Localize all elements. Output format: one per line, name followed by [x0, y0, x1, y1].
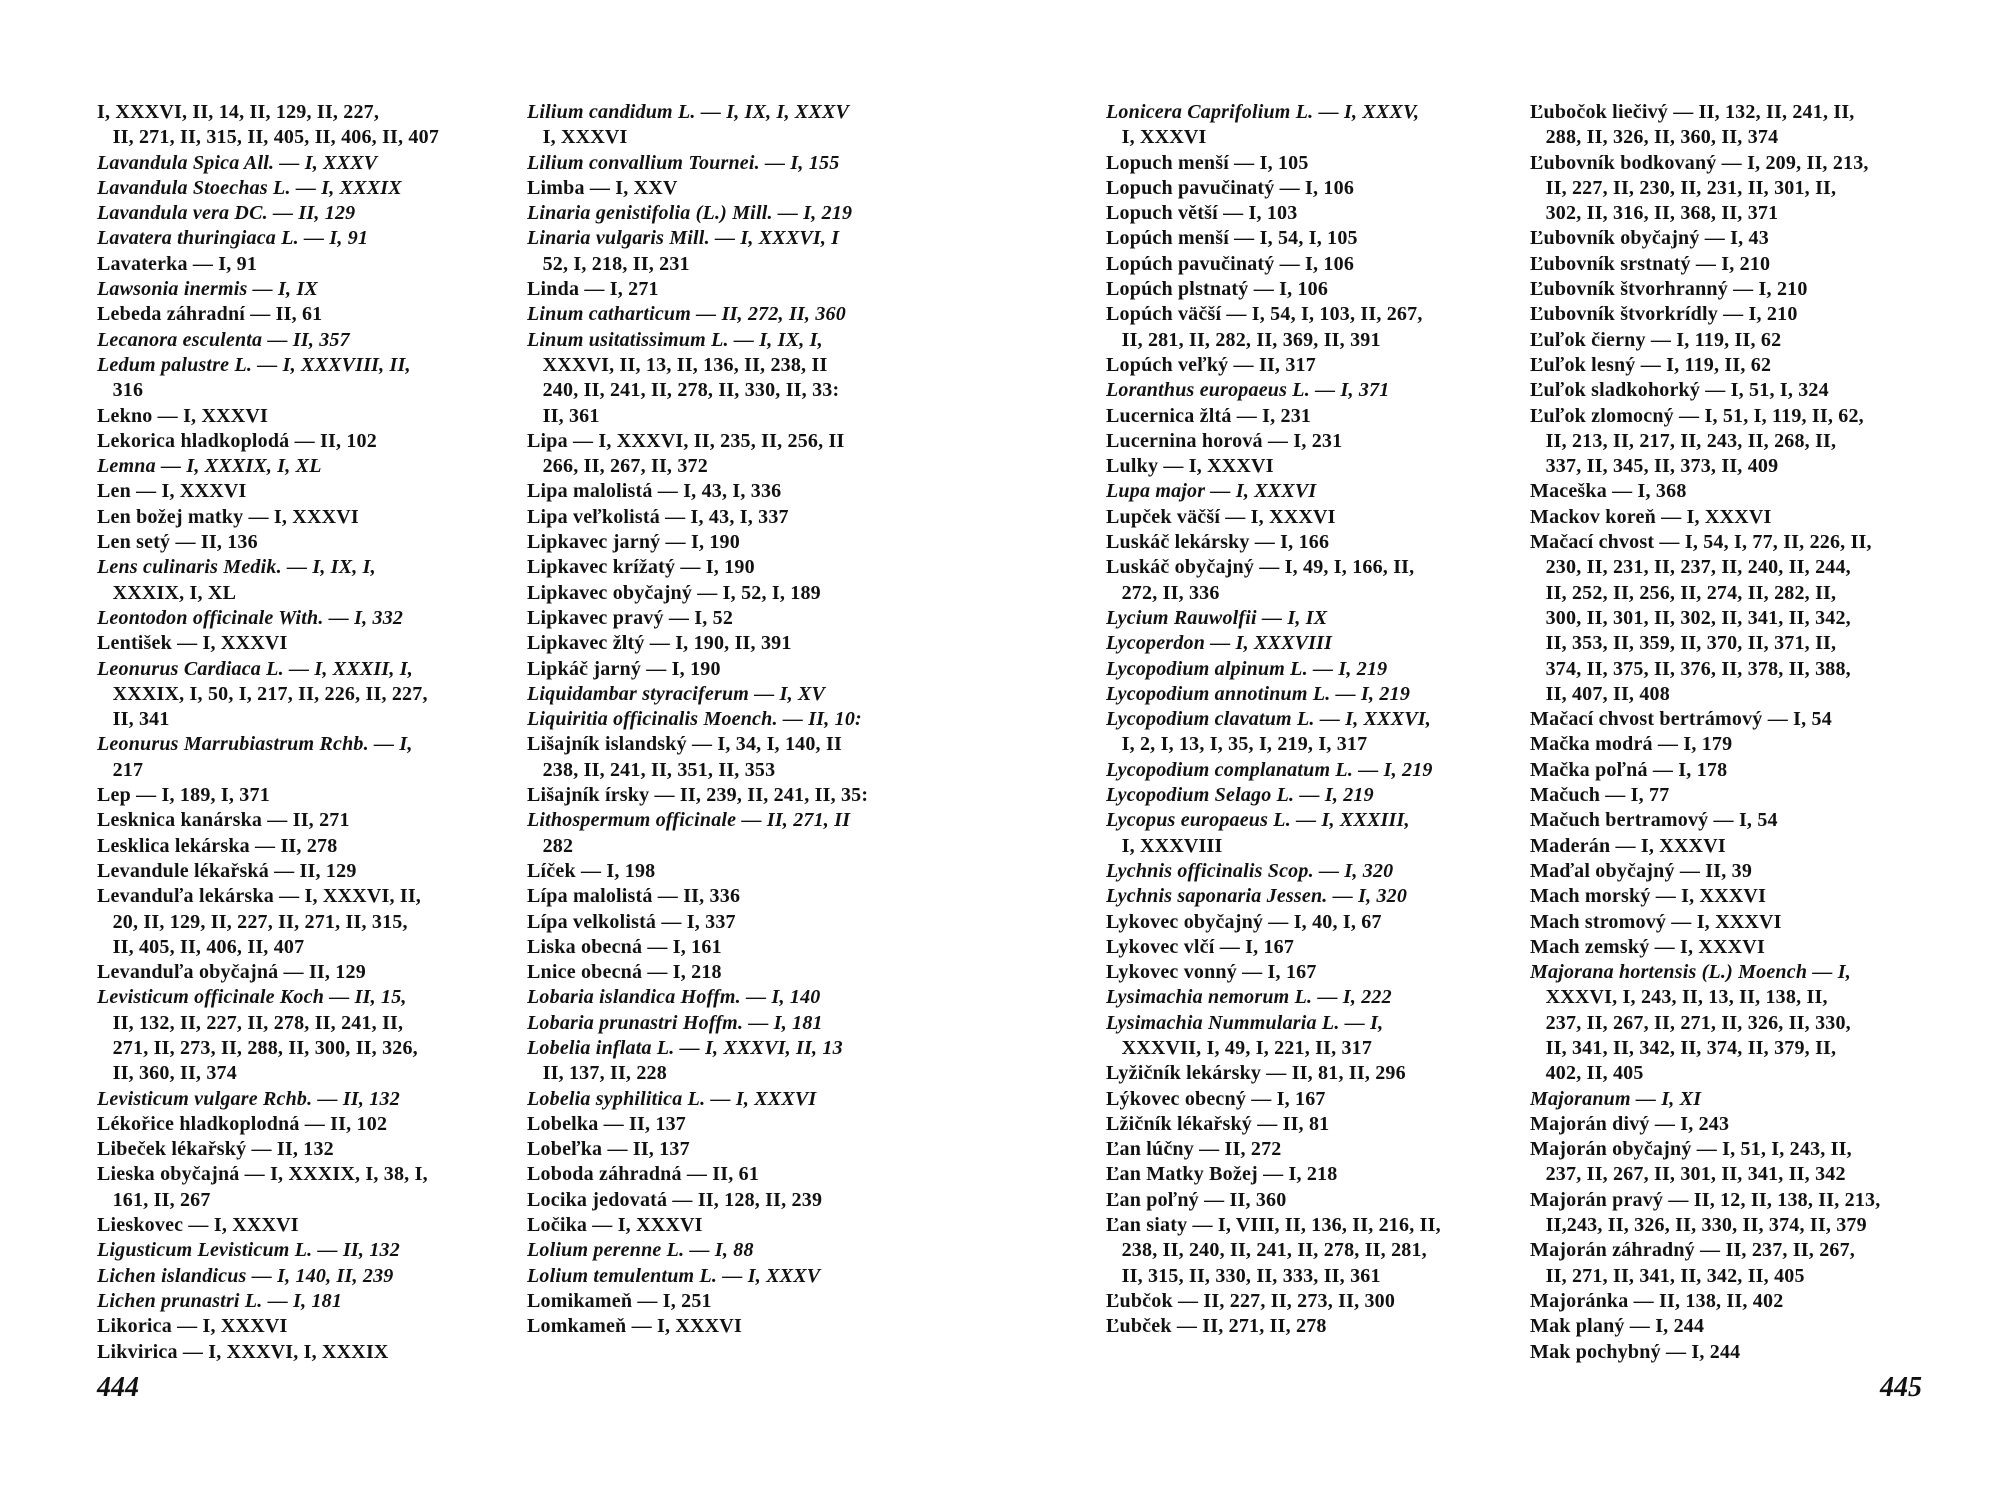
index-entry: Lyžičník lekársky — II, 81, II, 296 [1106, 1062, 1406, 1085]
index-entry: II, 271, II, 341, II, 342, II, 405 [1530, 1264, 1805, 1287]
index-entry: II, 405, II, 406, II, 407 [97, 935, 305, 958]
index-entry: 238, II, 240, II, 241, II, 278, II, 281, [1106, 1239, 1427, 1262]
index-entry: Lawsonia inermis — I, IX [97, 278, 318, 301]
index-entry: Lykovec vlčí — I, 167 [1106, 935, 1295, 958]
index-entry: II, 361 [527, 404, 600, 427]
index-entry: Locika jedovatá — II, 128, II, 239 [527, 1188, 823, 1211]
index-entry: Ločika — I, XXXVI [527, 1214, 703, 1237]
index-entry: 52, I, 218, II, 231 [527, 252, 690, 275]
index-entry: XXXVI, I, 243, II, 13, II, 138, II, [1530, 986, 1828, 1009]
index-entry: Lilium convallium Tournei. — I, 155 [527, 151, 840, 174]
right-page [1008, 0, 2016, 1500]
index-entry: Liska obecná — I, 161 [527, 935, 722, 958]
index-entry: II, 341 [97, 708, 170, 731]
index-entry: Lipa — I, XXXVI, II, 235, II, 256, II [527, 429, 845, 452]
index-entry: Mach morský — I, XXXVI [1530, 885, 1767, 908]
index-entry: II, 315, II, 330, II, 333, II, 361 [1106, 1264, 1381, 1287]
index-entry: Lycopodium complanatum L. — I, 219 [1106, 758, 1433, 781]
index-entry: Lipkavec jarný — I, 190 [527, 531, 740, 554]
index-entry: Lonicera Caprifolium L. — I, XXXV, [1106, 101, 1420, 123]
index-entry: 316 [97, 379, 144, 402]
index-entry: Mačka poľná — I, 178 [1530, 758, 1728, 781]
index-entry: Líček — I, 198 [527, 859, 656, 882]
index-entry: Majorán obyčajný — I, 51, I, 243, II, [1530, 1138, 1852, 1161]
index-entry: Mach zemský — I, XXXVI [1530, 935, 1765, 958]
index-entry: Lucernica žltá — I, 231 [1106, 404, 1312, 427]
index-entry: Lilium candidum L. — I, IX, I, XXXV [527, 101, 850, 123]
index-entry: Limba — I, XXV [527, 176, 678, 199]
index-entry: 271, II, 273, II, 288, II, 300, II, 326, [97, 1036, 418, 1059]
index-entry: Ľubčok — II, 227, II, 273, II, 300 [1106, 1289, 1396, 1312]
index-entry: Ľubček — II, 271, II, 278 [1106, 1315, 1327, 1338]
index-entry: Len setý — II, 136 [97, 531, 258, 554]
index-entry: II, 353, II, 359, II, 370, II, 371, II, [1530, 632, 1837, 655]
index-entry: Ľuľok zlomocný — I, 51, I, 119, II, 62, [1530, 404, 1864, 427]
index-entry: Mačací chvost — I, 54, I, 77, II, 226, II, [1530, 531, 1872, 554]
index-entry: Majorán záhradný — II, 237, II, 267, [1530, 1239, 1855, 1262]
index-entry: I, XXXVI, II, 14, II, 129, II, 227, [97, 101, 380, 123]
index-entry: 20, II, 129, II, 227, II, 271, II, 315, [97, 910, 408, 933]
index-entry: Lavandula Stoechas L. — I, XXXIX [97, 176, 402, 199]
index-entry: Ledum palustre L. — I, XXXVIII, II, [97, 353, 411, 376]
index-entry: Lykovec obyčajný — I, 40, I, 67 [1106, 910, 1382, 933]
index-entry: II, 360, II, 374 [97, 1062, 237, 1085]
index-entry: 240, II, 241, II, 278, II, 330, II, 33: [527, 379, 840, 402]
index-entry: Lithospermum officinale — II, 271, II [527, 809, 851, 832]
index-entry: II, 271, II, 315, II, 405, II, 406, II, 407 [97, 126, 440, 149]
index-entry: Lychnis officinalis Scop. — I, 320 [1106, 859, 1394, 882]
index-entry: Len božej matky — I, XXXVI [97, 505, 359, 528]
index-entry: Lipkavec pravý — I, 52 [527, 606, 734, 629]
index-entry: Mačací chvost bertrámový — I, 54 [1530, 708, 1832, 731]
index-entry: Lupa major — I, XXXVI [1106, 480, 1317, 503]
index-entry: Lišajník islandský — I, 34, I, 140, II [527, 733, 842, 756]
index-entry: XXXIX, I, XL [97, 581, 237, 604]
index-entry: I, XXXVI [1106, 126, 1207, 149]
index-entry: Ľuľok sladkohorký — I, 51, I, 324 [1530, 379, 1829, 402]
index-entry: Lipkavec krížatý — I, 190 [527, 556, 755, 579]
index-entry: Lavaterka — I, 91 [97, 252, 258, 275]
index-entry: Lomkameň — I, XXXVI [527, 1315, 742, 1338]
index-entry: 337, II, 345, II, 373, II, 409 [1530, 455, 1779, 478]
index-entry: Lulky — I, XXXVI [1106, 455, 1274, 478]
index-entry: II, 213, II, 217, II, 243, II, 268, II, [1530, 429, 1837, 452]
index-entry: Lieskovec — I, XXXVI [97, 1214, 299, 1237]
index-entry: II, 407, II, 408 [1530, 682, 1670, 705]
index-entry: Lípa velkolistá — I, 337 [527, 910, 736, 933]
index-entry: Ľubovník štvorkrídly — I, 210 [1530, 303, 1798, 326]
left-page-number: 444 [97, 1372, 139, 1403]
index-entry: Lesknica kanárska — II, 271 [97, 809, 350, 832]
index-entry: Leonurus Cardiaca L. — I, XXXII, I, [97, 657, 413, 680]
index-entry: Lentišek — I, XXXVI [97, 632, 288, 655]
index-entry: 161, II, 267 [97, 1188, 211, 1211]
index-entry: Lycium Rauwolfii — I, IX [1106, 606, 1328, 629]
index-entry: Lipkavec obyčajný — I, 52, I, 189 [527, 581, 821, 604]
index-entry: 272, II, 336 [1106, 581, 1220, 604]
index-entry: Libeček lékařský — II, 132 [97, 1138, 334, 1161]
index-entry: Len — I, XXXVI [97, 480, 247, 503]
index-entry: Loranthus europaeus L. — I, 371 [1106, 379, 1390, 402]
index-entry: Lipa veľkolistá — I, 43, I, 337 [527, 505, 789, 528]
index-entry: Ľuľok lesný — I, 119, II, 62 [1530, 353, 1772, 376]
index-entry: II, 281, II, 282, II, 369, II, 391 [1106, 328, 1381, 351]
index-entry: Lichen prunastri L. — I, 181 [97, 1289, 343, 1312]
index-entry: 217 [97, 758, 144, 781]
index-entry: Levisticum vulgare Rchb. — II, 132 [97, 1087, 400, 1110]
index-entry: II, 137, II, 228 [527, 1062, 667, 1085]
index-entry: Luskáč obyčajný — I, 49, I, 166, II, [1106, 556, 1415, 579]
index-entry: Lycopodium clavatum L. — I, XXXVI, [1106, 708, 1431, 731]
index-entry: Lekno — I, XXXVI [97, 404, 269, 427]
index-entry: 237, II, 267, II, 271, II, 326, II, 330, [1530, 1011, 1851, 1034]
index-entry: Mackov koreň — I, XXXVI [1530, 505, 1772, 528]
index-entry: Ľubovník bodkovaný — I, 209, II, 213, [1530, 151, 1869, 174]
index-entry: Lékořice hladkoplodná — II, 102 [97, 1112, 388, 1135]
index-entry: Lopúch veľký — II, 317 [1106, 353, 1316, 376]
index-entry: Lavatera thuringiaca L. — I, 91 [97, 227, 369, 250]
index-entry: Lolium perenne L. — I, 88 [527, 1239, 754, 1262]
index-entry: Lichen islandicus — I, 140, II, 239 [97, 1264, 394, 1287]
index-entry: Majoránka — II, 138, II, 402 [1530, 1289, 1784, 1312]
index-entry: Lavandula vera DC. — II, 129 [97, 202, 356, 225]
index-entry: 288, II, 326, II, 360, II, 374 [1530, 126, 1779, 149]
index-entry: I, 2, I, 13, I, 35, I, 219, I, 317 [1106, 733, 1368, 756]
index-entry: Levandule lékařská — II, 129 [97, 859, 357, 882]
index-entry: Lycopus europaeus L. — I, XXXIII, [1106, 809, 1410, 832]
index-entry: Liquidambar styraciferum — I, XV [527, 682, 826, 705]
index-entry: 282 [527, 834, 574, 857]
index-entry: Lysimachia nemorum L. — I, 222 [1106, 986, 1392, 1009]
index-entry: 237, II, 267, II, 301, II, 341, II, 342 [1530, 1163, 1846, 1186]
index-entry: I, XXXVI [527, 126, 628, 149]
index-entry: Lobeľka — II, 137 [527, 1138, 690, 1161]
index-entry: Lobelka — II, 137 [527, 1112, 686, 1135]
index-entry: Ľubovník srstnatý — I, 210 [1530, 252, 1771, 275]
index-entry: Levanduľa obyčajná — II, 129 [97, 961, 366, 984]
index-entry: Maďal obyčajný — II, 39 [1530, 859, 1753, 882]
index-entry: Linda — I, 271 [527, 278, 659, 301]
index-entry: Lecanora esculenta — II, 357 [97, 328, 350, 351]
index-entry: Lobelia syphilitica L. — I, XXXVI [527, 1087, 817, 1110]
index-entry: Lopuch pavučinatý — I, 106 [1106, 176, 1355, 199]
index-entry: Leontodon officinale With. — I, 332 [97, 606, 404, 629]
index-entry: Levisticum officinale Koch — II, 15, [97, 986, 407, 1009]
index-entry: Lipkavec žltý — I, 190, II, 391 [527, 632, 792, 655]
index-entry: Lipkáč jarný — I, 190 [527, 657, 721, 680]
index-entry: I, XXXVIII [1106, 834, 1223, 857]
index-entry: Lípa malolistá — II, 336 [527, 885, 741, 908]
index-entry: Majoranum — I, XI [1530, 1087, 1702, 1110]
index-entry: Maderán — I, XXXVI [1530, 834, 1726, 857]
index-entry: Lykovec vonný — I, 167 [1106, 961, 1317, 984]
index-entry: Mačka modrá — I, 179 [1530, 733, 1733, 756]
index-entry: Lýkovec obecný — I, 167 [1106, 1087, 1326, 1110]
index-entry: Lipa malolistá — I, 43, I, 336 [527, 480, 782, 503]
index-entry: Mačuch bertramový — I, 54 [1530, 809, 1778, 832]
index-entry: XXXVI, II, 13, II, 136, II, 238, II [527, 353, 828, 376]
index-entry: Lopúch plstnatý — I, 106 [1106, 278, 1329, 301]
index-entry: Ľan Matky Božej — I, 218 [1106, 1163, 1338, 1186]
index-entry: Linum catharticum — II, 272, II, 360 [527, 303, 846, 326]
index-entry: Lep — I, 189, I, 371 [97, 784, 270, 807]
index-entry: Linaria genistifolia (L.) Mill. — I, 219 [527, 202, 853, 225]
index-entry: Likorica — I, XXXVI [97, 1315, 288, 1338]
index-entry: Lopuch menší — I, 105 [1106, 151, 1309, 174]
index-entry: Lycopodium annotinum L. — I, 219 [1106, 682, 1411, 705]
index-entry: 266, II, 267, II, 372 [527, 455, 708, 478]
index-entry: Lycopodium alpinum L. — I, 219 [1106, 657, 1388, 680]
index-entry: Ľubovník obyčajný — I, 43 [1530, 227, 1769, 250]
index-entry: Lolium temulentum L. — I, XXXV [527, 1264, 821, 1287]
index-entry: Ľan lúčny — II, 272 [1106, 1138, 1282, 1161]
index-entry: Lucernina horová — I, 231 [1106, 429, 1343, 452]
index-entry: Lopuch větší — I, 103 [1106, 202, 1298, 225]
index-entry: Liquiritia officinalis Moench. — II, 10: [527, 708, 862, 731]
index-entry: Ľubovník štvorhranný — I, 210 [1530, 278, 1808, 301]
index-entry: XXXIX, I, 50, I, 217, II, 226, II, 227, [97, 682, 428, 705]
index-entry: 374, II, 375, II, 376, II, 378, II, 388, [1530, 657, 1851, 680]
index-entry: Mach stromový — I, XXXVI [1530, 910, 1782, 933]
index-entry: 238, II, 241, II, 351, II, 353 [527, 758, 776, 781]
index-entry: Lobelia inflata L. — I, XXXVI, II, 13 [527, 1036, 843, 1059]
index-entry: II, 227, II, 230, II, 231, II, 301, II, [1530, 176, 1837, 199]
index-entry: Leonurus Marrubiastrum Rchb. — I, [97, 733, 413, 756]
index-entry: Ľubočok liečivý — II, 132, II, 241, II, [1530, 101, 1855, 123]
index-entry: Majorán divý — I, 243 [1530, 1112, 1730, 1135]
index-entry: Luskáč lekársky — I, 166 [1106, 531, 1330, 554]
index-entry: II,243, II, 326, II, 330, II, 374, II, 379 [1530, 1214, 1867, 1237]
index-entry: Lieska obyčajná — I, XXXIX, I, 38, I, [97, 1163, 428, 1186]
right-page-number: 445 [1880, 1372, 1922, 1403]
index-entry: Linum usitatissimum L. — I, IX, I, [527, 328, 823, 351]
index-entry: Lesklica lekárska — II, 278 [97, 834, 338, 857]
index-entry: Likvirica — I, XXXVI, I, XXXIX [97, 1340, 389, 1363]
index-entry: Mak pochybný — I, 244 [1530, 1340, 1741, 1363]
index-entry: II, 132, II, 227, II, 278, II, 241, II, [97, 1011, 404, 1034]
index-entry: 302, II, 316, II, 368, II, 371 [1530, 202, 1779, 225]
index-entry: Lobaria islandica Hoffm. — I, 140 [527, 986, 821, 1009]
index-entry: Lžičník lékařský — II, 81 [1106, 1112, 1330, 1135]
index-entry: Lemna — I, XXXIX, I, XL [97, 455, 322, 478]
index-entry: Ľan siaty — I, VIII, II, 136, II, 216, II, [1106, 1214, 1441, 1237]
index-entry: II, 252, II, 256, II, 274, II, 282, II, [1530, 581, 1837, 604]
index-entry: Lycoperdon — I, XXXVIII [1106, 632, 1333, 655]
index-entry: Levanduľa lekárska — I, XXXVI, II, [97, 885, 422, 908]
index-entry: Lopúch menší — I, 54, I, 105 [1106, 227, 1358, 250]
index-entry: Lysimachia Nummularia L. — I, [1106, 1011, 1384, 1034]
index-entry: Lopúch väčší — I, 54, I, 103, II, 267, [1106, 303, 1423, 326]
index-entry: Lycopodium Selago L. — I, 219 [1106, 784, 1374, 807]
index-entry: Lychnis saponaria Jessen. — I, 320 [1106, 885, 1408, 908]
index-entry: Lopúch pavučinatý — I, 106 [1106, 252, 1355, 275]
index-entry: Majorán pravý — II, 12, II, 138, II, 213, [1530, 1188, 1881, 1211]
index-entry: XXXVII, I, 49, I, 221, II, 317 [1106, 1036, 1373, 1059]
index-entry: Mak planý — I, 244 [1530, 1315, 1705, 1338]
index-entry: 230, II, 231, II, 237, II, 240, II, 244, [1530, 556, 1851, 579]
index-entry: Lišajník írsky — II, 239, II, 241, II, 35: [527, 784, 869, 807]
index-entry: Lavandula Spica All. — I, XXXV [97, 151, 378, 174]
left-page-column-1 [97, 100, 469, 1365]
index-entry: Ligusticum Levisticum L. — II, 132 [97, 1239, 400, 1262]
index-entry: 402, II, 405 [1530, 1062, 1644, 1085]
index-entry: Ľan poľný — II, 360 [1106, 1188, 1287, 1211]
index-entry: Lebeda záhradní — II, 61 [97, 303, 323, 326]
index-entry: Lobaria prunastri Hoffm. — I, 181 [527, 1011, 823, 1034]
index-entry: Loboda záhradná — II, 61 [527, 1163, 760, 1186]
index-entry: Linaria vulgaris Mill. — I, XXXVI, I [527, 227, 840, 250]
index-entry: Lomikameň — I, 251 [527, 1289, 712, 1312]
index-entry: Maceška — I, 368 [1530, 480, 1687, 503]
index-entry: Majorana hortensis (L.) Moench — I, [1530, 961, 1851, 984]
index-entry: Mačuch — I, 77 [1530, 784, 1670, 807]
index-entry: Lens culinaris Medik. — I, IX, I, [97, 556, 376, 579]
left-page-column-2 [527, 100, 927, 1340]
right-page-column-2 [1530, 100, 1948, 1365]
index-entry: Lupček väčší — I, XXXVI [1106, 505, 1336, 528]
index-entry: Ľuľok čierny — I, 119, II, 62 [1530, 328, 1782, 351]
index-entry: 300, II, 301, II, 302, II, 341, II, 342, [1530, 606, 1851, 629]
right-page-column-1 [1106, 100, 1514, 1340]
index-entry: II, 341, II, 342, II, 374, II, 379, II, [1530, 1036, 1837, 1059]
index-entry: Lnice obecná — I, 218 [527, 961, 722, 984]
index-entry: Lekorica hladkoplodá — II, 102 [97, 429, 377, 452]
